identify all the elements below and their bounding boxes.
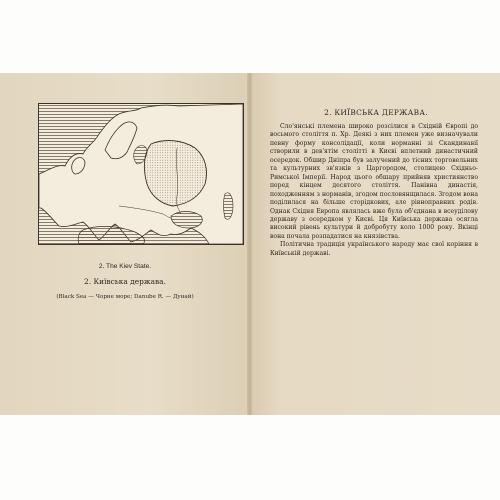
book-spread (0, 73, 500, 415)
body-text (270, 123, 478, 258)
map-illustration (39, 104, 243, 244)
kiev-state-map (38, 103, 244, 245)
paragraph: Політична традиція українського народу має свої коріння в Київській державі. (270, 241, 478, 257)
figure-caption: 2. The Kiev State. (98, 263, 152, 270)
caspian-sea (224, 193, 234, 220)
section-heading: 2. КИЇВСЬКА ДЕРЖАВА. (324, 108, 428, 117)
figure-note: (Black Sea — Чорне море; Danube R. — Дунай) (56, 294, 194, 300)
paragraph: Сло'янські племена широко розсілися в Східній Європі до восьмого століття п. Хр. Деякі з них племен уже визначували певну форму консолідації, коли норманні зі Скандинавії створили в дев'ятім столітті в Києві вплетний династичний осередок. Обшир Дніпра був залучений до тісних торговельних та культурних зв'язків з Царгородом, столицею Східньо-Римської Імперії. Народ цього обшару прийняв християнство перед кінцем десятого століття. Панівна династія, походженням з норманів, згодом пословянщилася. Згодом вона поділилася на більше сторідкових, але рівноправних родів. Однак Східня Европа являлась вже була об'єднана в всеуділову державу з осередком у Києві. Ця Київська держава осягла високий рівень культури й добробуту коло 1000 року. Вкінці вона почала розпадатися на князівства. (270, 123, 478, 240)
figure-title: 2. Київська держава. (84, 277, 166, 286)
left-page (0, 73, 250, 415)
